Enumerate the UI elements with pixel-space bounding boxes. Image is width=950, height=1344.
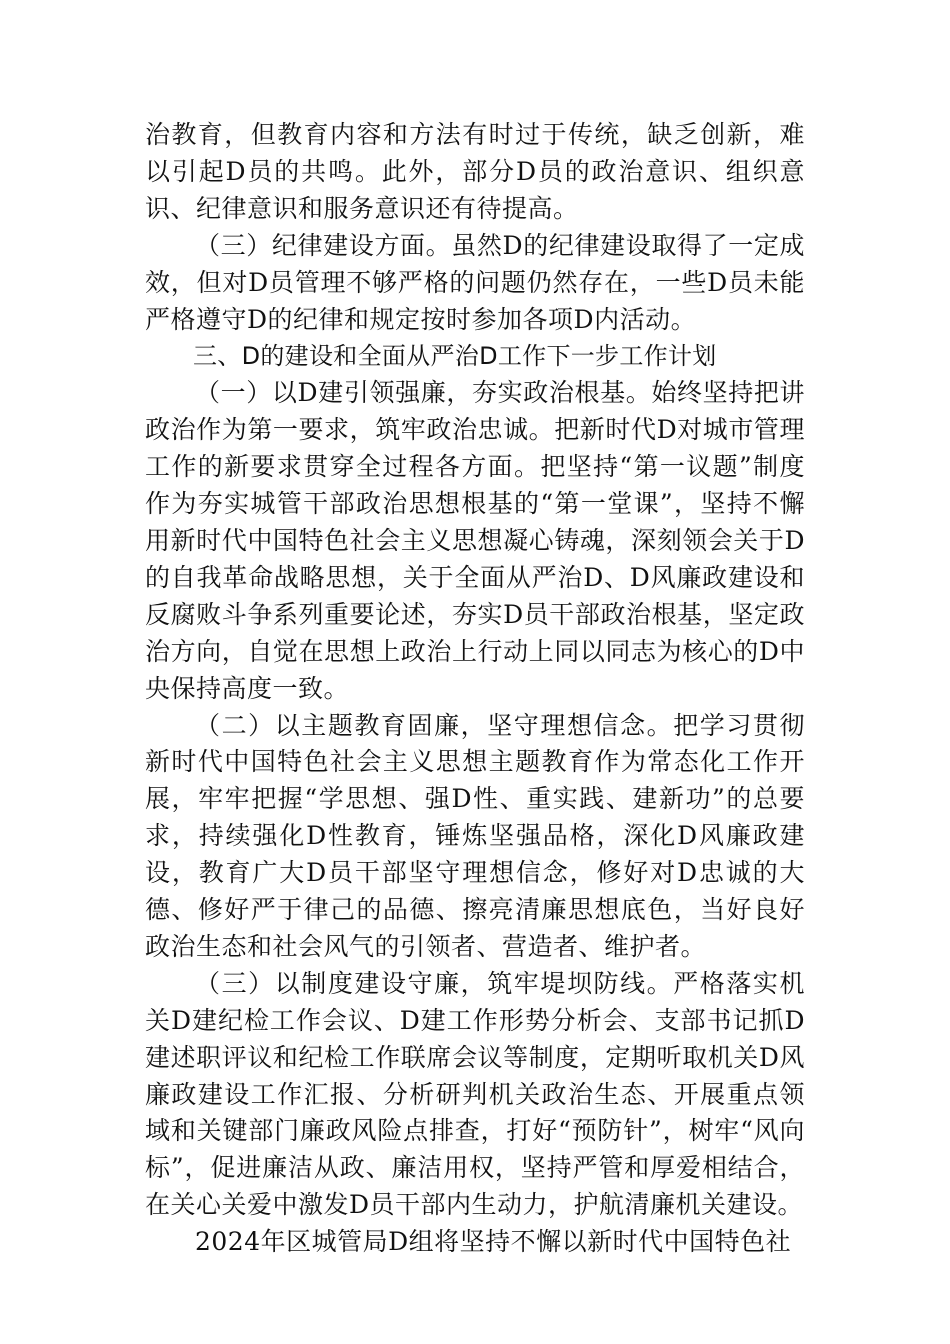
paragraph-plan-item-1: （一）以D建引领强廉，夯实政治根基。始终坚持把讲政治作为第一要求，筑牢政治忠诚。把新时代D对城市管理工作的新要求贯穿全过程各方面。把坚持“第一议题”制度作为夯实城管干部政治思想根基的“第一堂课”，坚持不懈用新时代中国特色社会主义思想凝心铸魂，深刻领会关于D的自我革命战略思想，关于全面从严治D、D风廉政建设和反腐败斗争系列重要论述，夯实D员干部政治根基，坚定政治方向，自觉在思想上政治上行动上同以同志为核心的D中央保持高度一致。 bbox=[145, 378, 805, 703]
paragraph-closing: 2024年区城管局D组将坚持不懈以新时代中国特色社 bbox=[195, 1227, 792, 1257]
paragraph-continuation: 治教育，但教育内容和方法有时过于传统，缺乏创新，难以引起D员的共鸣。此外，部分D员的政治意识、组织意识、纪律意识和服务意识还有待提高。 bbox=[145, 120, 805, 223]
document-page bbox=[145, 117, 805, 1261]
section-heading-work-plan: 三、D的建设和全面从严治D工作下一步工作计划 bbox=[193, 342, 717, 371]
paragraph-discipline-building: （三）纪律建设方面。虽然D的纪律建设取得了一定成效，但对D员管理不够严格的问题仍然存在，一些D员未能严格遵守D的纪律和规定按时参加各项D内活动。 bbox=[145, 230, 805, 334]
paragraph-plan-item-3: （三）以制度建设守廉，筑牢堤坝防线。严格落实机关D建纪检工作会议、D建工作形势分析会、支部书记抓D建述职评议和纪检工作联席会议等制度，定期听取机关D风廉政建设工作汇报、分析研判机关政治生态、开展重点领域和关键部门廉政风险点排查，打好“预防针”，树牢“风向标”，促进廉洁从政、廉洁用权，坚持严管和厚爱相结合，在关心关爱中激发D员干部内生动力，护航清廉机关建设。 bbox=[145, 968, 805, 1220]
paragraph-plan-item-2: （二）以主题教育固廉，坚守理想信念。把学习贯彻新时代中国特色社会主义思想主题教育作为常态化工作开展，牢牢把握“学思想、强D性、重实践、建新功”的总要求，持续强化D性教育，锤炼坚强品格，深化D风廉政建设，教育广大D员干部坚守理想信念，修好对D忠诚的大德、修好严于律己的品德、擦亮清廉思想底色，当好良好政治生态和社会风气的引领者、营造者、维护者。 bbox=[145, 710, 805, 961]
